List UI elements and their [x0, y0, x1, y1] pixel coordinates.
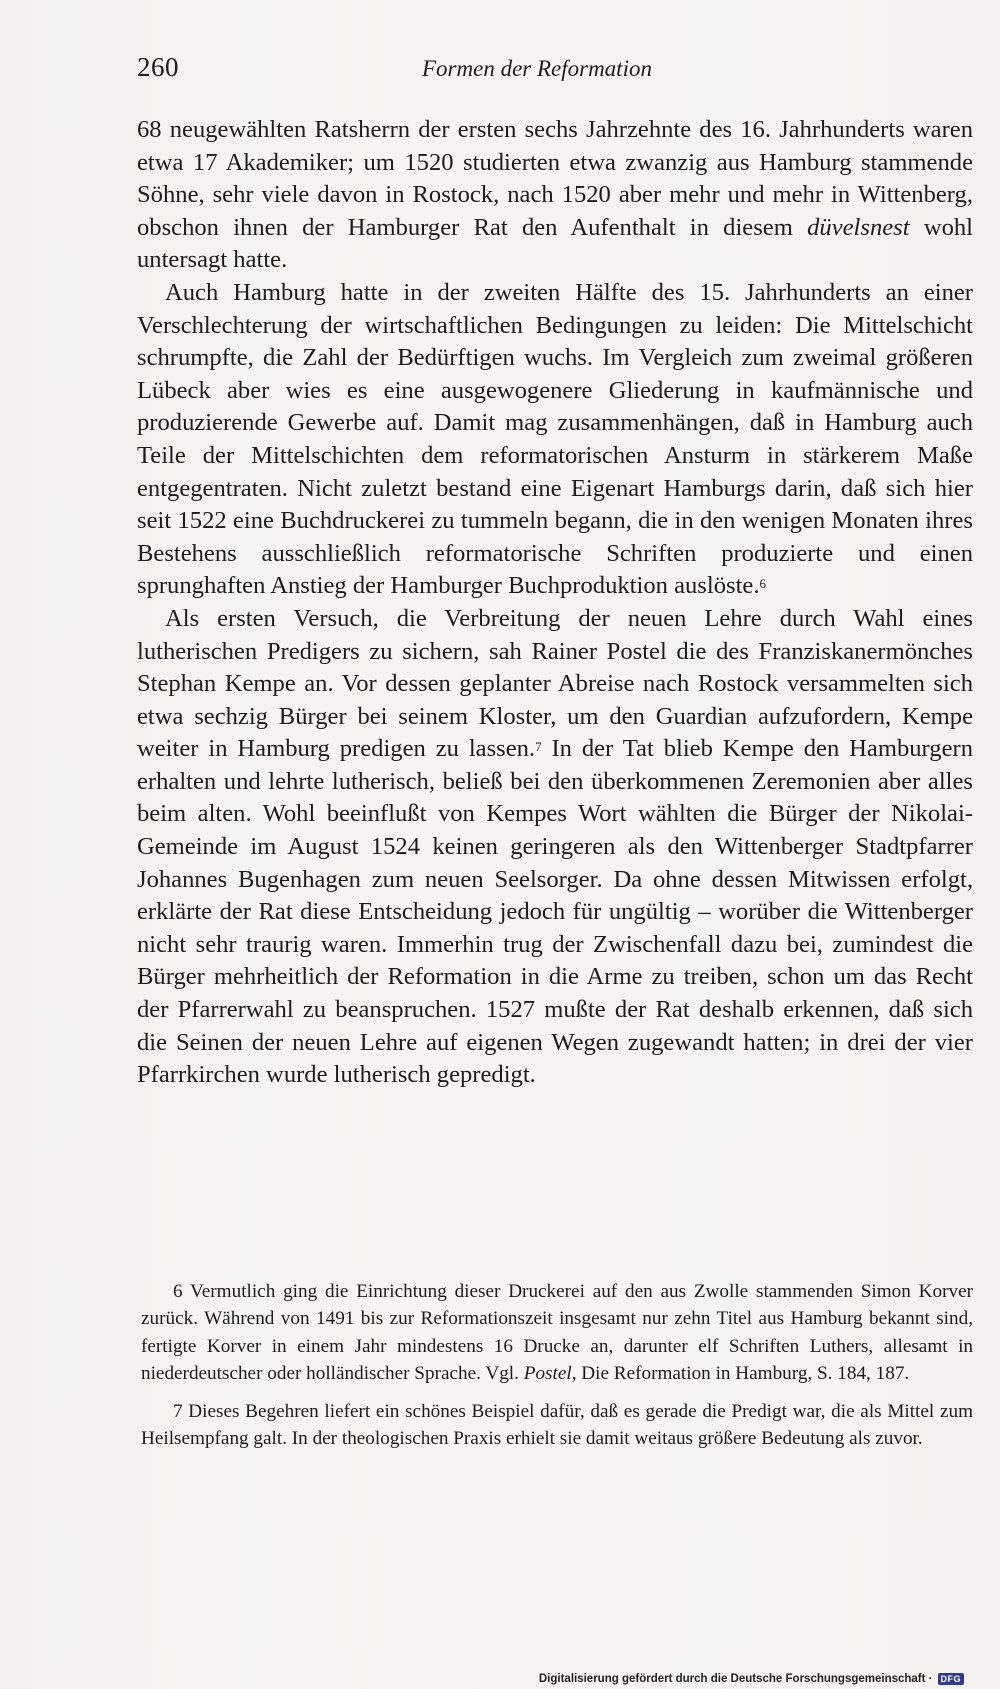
footnote-6-text-end: , Die Reformation in Hamburg, S. 184, 187.	[571, 1363, 910, 1385]
footnote-7	[141, 1398, 973, 1453]
footnote-ref-7[interactable]: 7	[535, 739, 542, 755]
running-head: Formen der Reformation	[422, 56, 652, 81]
footnote-ref-6[interactable]: 6	[759, 576, 766, 592]
main-text	[137, 114, 973, 1092]
paragraph-1-text-end: wohl untersagt hatte.	[137, 213, 974, 274]
paragraph-3	[137, 603, 973, 1092]
paragraph-3-text-end: In der Tat blieb Kempe den Hamburgern erhalten und lehrte lutherisch, beließ bei den überkommenen Zeremonien aber alles beim alten. Wohl beeinflußt von Kempes Wort wählten die Bürger der Nikolai-Gemeinde im August 1524 keinen geringeren als den Wittenberger Stadtpfarrer Johannes Bugenhagen zum neuen Seelsorger. Da ohne dessen Mitwissen erfolgt, erklärte der Rat diese Entscheidung jedoch für ungültig – worüber die Wittenberger nicht sehr traurig waren. Immerhin trug der Zwischenfall dazu bei, zumindest die Bürger mehrheitlich der Reformation in die Arme zu treiben, schon um das Recht der Pfarrerwahl zu beanspruchen. 1527 mußte der Rat deshalb erkennen, daß sich die Seinen der neuen Lehre auf eigenen Wegen zugewandt hatten; in drei der vier Pfarrkirchen wurde lutherisch gepredigt.	[137, 735, 973, 1089]
dfg-logo-icon: DFG	[938, 1673, 965, 1685]
footnote-6	[141, 1278, 973, 1388]
author-postel: Postel	[523, 1363, 572, 1385]
paragraph-1	[137, 114, 973, 277]
footnotes	[141, 1278, 973, 1462]
footnote-6-text: 6 Vermutlich ging die Einrichtung dieser Druckerei auf den aus Zwolle stammenden Simon Korver zurück. Während von 1491 bis zur Reformationszeit insgesamt nur zehn Titel aus Hamburg bekannt sind, fertigte Korver in einem Jahr mindestens 16 Drucke an, darunter elf Schriften Luthers, allesamt in niederdeutscher oder holländischer Sprache. Vgl.	[141, 1281, 973, 1385]
digitization-credit	[539, 1673, 964, 1685]
paragraph-3-text: Als ersten Versuch, die Verbreitung der neuen Lehre durch Wahl eines lutherischen Predigers zu sichern, sah Rainer Postel die des Franziskanermönches Stephan Kempe an. Vor dessen geplanter Abreise nach Rostock versammelten sich etwa sechzig Bürger bei seinem Kloster, um den Guardian aufzufordern, Kempe weiter in Hamburg predigen zu lassen.	[137, 604, 973, 763]
page-header	[137, 52, 973, 92]
credit-text: Digitalisierung gefördert durch die Deutsche Forschungsgemeinschaft ·	[538, 1673, 933, 1685]
page-number: 260	[137, 52, 179, 82]
emphasis-duevelsnest: düvelsnest	[807, 213, 910, 241]
paragraph-2	[137, 277, 973, 603]
paragraph-1-text: 68 neugewählten Ratsherrn der ersten sechs Jahrzehnte des 16. Jahrhunderts waren etwa 17 Akademiker; um 1520 studierten etwa zwanzig aus Hamburg stammende Söhne, sehr viele davon in Rostock, nach 1520 aber mehr und mehr in Wittenberg, obschon ihnen der Hamburger Rat den Aufenthalt in diesem	[137, 116, 973, 241]
paragraph-2-text: Auch Hamburg hatte in der zweiten Hälfte des 15. Jahrhunderts an einer Verschlechterung der wirtschaftlichen Bedingungen zu leiden: Die Mittelschicht schrumpfte, die Zahl der Bedürftigen wuchs. Im Vergleich zum zweimal größeren Lübeck aber wies es eine ausgewogenere Gliederung in kaufmännische und produzierende Gewerbe auf. Damit mag zusammenhängen, daß in Hamburg auch Teile der Mittelschichten dem reformatorischen Ansturm in stärkerem Maße entgegentraten. Nicht zuletzt bestand eine Eigenart Hamburgs darin, daß sich hier seit 1522 eine Buchdruckerei zu tummeln begann, die in den wenigen Monaten ihres Bestehens ausschließlich reformatorische Schriften produzierte und einen sprunghaften Anstieg der Hamburger Buchproduktion auslöste.	[137, 278, 973, 600]
footnote-7-text: 7 Dieses Begehren liefert ein schönes Beispiel dafür, daß es gerade die Predigt war, die als Mittel zum Heilsempfang galt. In der theologischen Praxis erhielt sie damit weitaus größere Bedeutung als zuvor.	[141, 1400, 973, 1450]
